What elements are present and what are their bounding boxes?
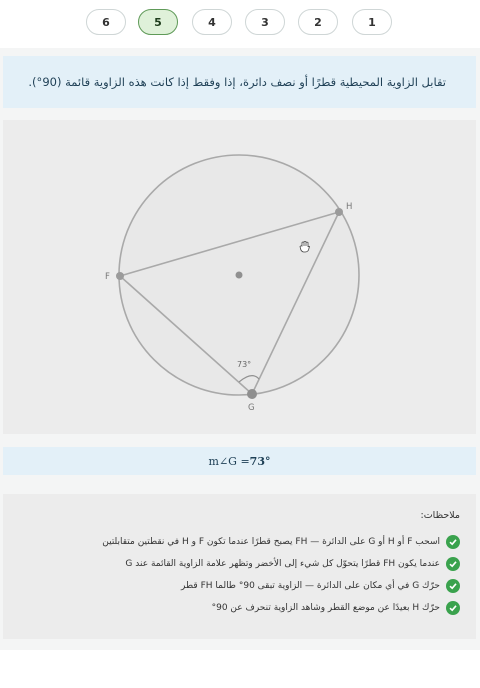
check-icon <box>446 601 460 615</box>
theorem-text: تقابل الزاوية المحيطية قطرًا أو نصف دائرة، إذا وفقط إذا كانت هذه الزاوية قائمة (90°). <box>28 75 446 89</box>
step-6-button[interactable]: 6 <box>86 9 126 35</box>
note-item <box>15 531 460 553</box>
note-item <box>15 597 460 619</box>
point-h-handle[interactable] <box>335 208 343 216</box>
note-item <box>15 553 460 575</box>
label-g: G <box>248 403 255 413</box>
notes-title: ملاحظات: <box>420 510 460 521</box>
step-3-button[interactable]: 3 <box>245 9 285 35</box>
step-1-button[interactable]: 1 <box>352 9 392 35</box>
note-text: اسحب F أو H أو G على الدائرة — FH يصبح قطرًا عندما تكون F و H في نقطتين متقابلتين <box>102 537 440 547</box>
note-text: حرّك H بعيدًا عن موضع القطر وشاهد الزاوية تنحرف عن 90° <box>211 603 440 613</box>
center-point <box>236 272 243 279</box>
label-h: H <box>346 202 353 212</box>
point-f-handle[interactable] <box>116 272 124 280</box>
angle-label-g: 73° <box>237 360 252 369</box>
step-5-button[interactable]: 5 <box>138 9 178 35</box>
step-navigation <box>0 0 480 48</box>
step-4-button[interactable]: 4 <box>192 9 232 35</box>
note-text: عندما يكون FH قطرًا يتحوّل كل شيء إلى الأخضر وتظهر علامة الزاوية القائمة عند G <box>125 559 440 569</box>
check-icon <box>446 557 460 571</box>
notes-panel <box>3 494 476 639</box>
point-g-handle[interactable] <box>247 389 257 399</box>
check-icon <box>446 535 460 549</box>
geometry-canvas[interactable] <box>3 120 476 434</box>
theorem-banner <box>3 56 476 108</box>
check-icon <box>446 579 460 593</box>
label-f: F <box>105 272 110 282</box>
note-text: حرّك G في أي مكان على الدائرة — الزاوية تبقى 90° طالما FH قطر <box>181 581 440 591</box>
angle-measure-value: 73° <box>249 454 271 468</box>
note-item <box>15 575 460 597</box>
angle-measure-label: m∠G = <box>208 454 250 468</box>
step-2-button[interactable]: 2 <box>298 9 338 35</box>
circle-diagram[interactable] <box>3 120 476 434</box>
angle-measure-bar <box>3 447 476 475</box>
bottom-area <box>0 650 480 688</box>
